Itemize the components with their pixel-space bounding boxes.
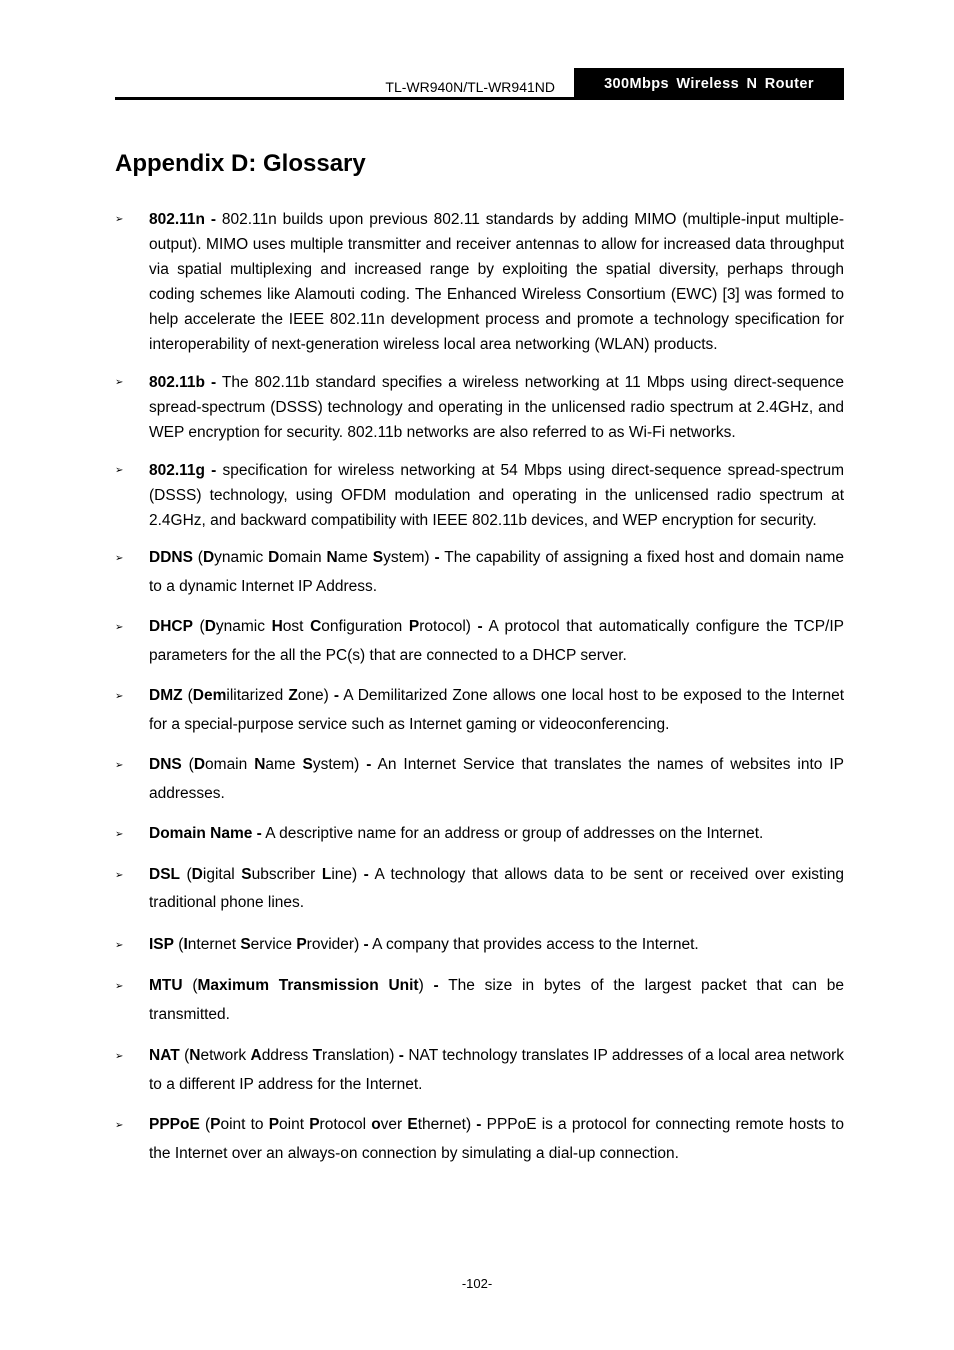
term-dash: - [333,687,340,704]
expansion-initial: N [189,1047,201,1064]
glossary-definition: The 802.11b standard specifies a wireless networking at 11 Mbps using direct-sequence spread-spectrum (DSSS) technology and operating in the unlicensed radio spectrum at 2.4GHz, and WEP encryption for security. 802.11b networks are also referred to as Wi-Fi networks. [149,374,844,441]
glossary-term: ISP [149,935,174,953]
glossary-entry-text [149,370,844,445]
expansion-rest: ystem [383,549,425,566]
glossary-entry-text: DNS (Domain Name System) - An Internet Service that translates the names of websites into IP addresses. [149,756,844,802]
term-dash: - [363,935,369,953]
glossary-entry-text [149,458,844,533]
expansion-initial: N [326,549,338,566]
header-model: TL-WR940N/TL-WR941ND [385,79,555,95]
glossary-term: Domain Name - [149,825,262,842]
glossary-entry-text: NAT (Network Address Translation) - NAT technology translates IP addresses of a local area network to a different IP address for the Internet. [149,1047,844,1093]
glossary-term: DNS [149,756,182,773]
glossary-entry [115,820,844,849]
expansion-initial: m [212,687,227,704]
bullet-icon: ➢ [115,939,124,951]
expansion-rest: oint [279,1116,310,1133]
expansion-initial: P [210,1116,221,1133]
expansion-rest: ranslation [322,1047,390,1064]
glossary-entry [115,1042,844,1099]
glossary-entry [115,458,844,533]
glossary-definition: A company that provides access to the Internet. [368,935,699,953]
page-number: -102- [461,1276,493,1291]
expansion-rest: etwork [200,1047,251,1064]
expansion-rest: ubscriber [251,865,322,883]
bullet-icon: ➢ [115,553,124,564]
glossary-definition: A technology that allows data to be sent or received over existing traditional phone lines. [149,865,845,911]
glossary-entry [115,1111,844,1168]
bullet-icon: ➢ [115,214,124,225]
glossary-definition: PPPoE is a protocol for connecting remote hosts to the Internet over an always-on connection by simulating a dial-up connection. [149,1116,844,1162]
expansion-initial: o [371,1116,381,1133]
expansion-initial: S [240,935,251,953]
glossary-term: PPPoE [149,1116,200,1133]
expansion-rest: rovider [306,935,355,953]
glossary-definition: An Internet Service that translates the names of websites into IP addresses. [149,756,844,802]
page-title: Appendix D: Glossary [115,150,366,177]
glossary-list [115,207,844,1168]
bullet-icon: ➢ [115,760,124,771]
expansion-rest: ame [337,549,373,566]
expansion-initial: S [372,549,384,566]
bullet-icon: ➢ [115,622,124,633]
glossary-definition: A descriptive name for an address or group of addresses on the Internet. [261,825,764,842]
bullet-icon: ➢ [115,465,124,476]
expansion-initial: P [309,1116,320,1133]
glossary-entry-text: DHCP (Dynamic Host Configuration Protocol) - A protocol that automatically configure the TCP/IP parameters for the all the PC(s) that are connected to a DHCP server. [149,618,844,664]
bullet-icon: ➢ [115,1051,124,1062]
expansion-initial: D [204,618,216,635]
page-header [115,68,844,100]
expansion-initial: P [296,935,307,953]
expansion-rest: nternet [187,935,241,953]
expansion-rest: ame [265,756,303,773]
glossary-term: 802.11g - [149,462,217,479]
term-dash: - [366,756,372,773]
glossary-entry-text: DMZ (Demilitarized Zone) - A Demilitarized Zone allows one local host to be exposed to the Internet for a special-purpose service such as Internet gaming or videoconferencing. [149,687,844,733]
expansion-rest: ver [380,1116,408,1133]
glossary-definition: The size in bytes of the largest packet that can be transmitted. [149,977,845,1023]
glossary-entry [115,370,844,445]
expansion-initial: D [268,549,280,566]
bullet-icon: ➢ [115,869,124,881]
expansion-rest: thernet [417,1116,466,1133]
expansion-initial: T [312,1047,323,1064]
expansion-initial: L [321,865,332,883]
glossary-entry-text [149,820,844,849]
glossary-entry [115,861,844,918]
expansion-initial: P [268,1116,280,1133]
glossary-term: MTU [149,977,183,994]
glossary-definition: 802.11n builds upon previous 802.11 standards by adding MIMO (multiple-input multiple-output). MIMO uses multiple transmitter and receiver antennas to allow for increased data throughput via spatial multiplexing and increased range by exploiting the spatial diversity, perhaps through coding schemes like Alamouti coding. The Enhanced Wireless Consortium (EWC) [3] was formed to help accelerate the IEEE 802.11n development process and promote a technology specification for interoperability of next-generation wireless local area networking (WLAN) products. [149,211,844,353]
expansion-rest: ost [282,618,311,635]
expansion-initial: D [202,549,215,566]
bullet-icon: ➢ [115,981,124,992]
glossary-term: 802.11n - [149,211,217,228]
expansion-initial: I [183,935,188,953]
term-dash: - [433,977,439,994]
term-dash: - [477,618,483,635]
expansion-initial: E [407,1116,418,1133]
expansion-rest: rotocol [419,618,466,635]
expansion-rest: rotocol [319,1116,372,1133]
expansion-rest: ystem [312,756,355,773]
glossary-definition: NAT technology translates IP addresses of a local area network to a different IP address for the Internet. [149,1047,844,1093]
glossary-definition: A Demilitarized Zone allows one local host to be exposed to the Internet for a special-purpose service such as Internet gaming or videoconferencing. [149,687,844,733]
glossary-entry [115,931,844,960]
expansion-rest: ilitarized [226,687,289,704]
glossary-entry-text: MTU (Maximum Transmission Unit) - The size in bytes of the largest packet that can be transmitted. [149,977,845,1023]
expansion-rest: ynamic [214,549,269,566]
expansion-initial: S [241,865,252,883]
expansion-initial: Z [288,687,298,704]
expansion-initial: A [250,1047,262,1064]
expansion-initial: Maximum Transmission Unit [197,977,419,994]
glossary-entry-text: PPPoE (Point to Point Protocol over Ethernet) - PPPoE is a protocol for connecting remote hosts to the Internet over an always-on connection by simulating a dial-up connection. [149,1116,844,1162]
glossary-definition: specification for wireless networking at 54 Mbps using direct-sequence spread-spectrum (DSSS) technology, using OFDM modulation and operating in the unlicensed radio spectrum at 2.4GHz, and backward compatibility with IEEE 802.11b devices, and WEP encryption for security. [149,462,844,529]
expansion-initial: D [191,865,203,883]
glossary-term: DMZ [149,687,183,704]
expansion-rest: omain [205,756,255,773]
glossary-entry [115,751,844,808]
expansion-initial: S [302,756,313,773]
glossary-entry-text: DSL (Digital Subscriber Line) - A technology that allows data to be sent or received over existing traditional phone lines. [149,865,845,911]
glossary-entry-text: DDNS (Dynamic Domain Name System) - The capability of assigning a fixed host and domain name to a dynamic Internet IP Address. [149,549,845,595]
glossary-entry-text: ISP (Internet Service Provider) - A company that provides access to the Internet. [149,935,699,953]
bullet-icon: ➢ [115,1120,124,1131]
bullet-icon: ➢ [115,377,124,388]
glossary-definition: The capability of assigning a fixed host and domain name to a dynamic Internet IP Address. [149,549,845,595]
glossary-entry [115,613,844,670]
bullet-icon: ➢ [115,691,124,702]
glossary-term: 802.11b - [149,374,217,391]
expansion-rest: igital [202,865,242,883]
bullet-icon: ➢ [115,829,124,840]
expansion-initial: P [408,618,420,635]
glossary-entry [115,682,844,739]
expansion-rest: ine [331,865,352,883]
glossary-term: DHCP [149,618,193,635]
expansion-rest: oint to [220,1116,269,1133]
term-dash: - [363,865,369,883]
glossary-entry [115,972,844,1029]
expansion-rest: onfiguration [321,618,409,635]
glossary-entry-text [149,207,844,357]
expansion-initial: De [192,687,213,704]
glossary-entry [115,544,844,601]
expansion-rest: ervice [250,935,297,953]
expansion-initial: D [193,756,206,773]
glossary-term: DSL [149,865,180,883]
expansion-initial: N [254,756,266,773]
term-dash: - [476,1116,482,1133]
glossary-term: NAT [149,1047,180,1064]
expansion-initial: C [310,618,322,635]
expansion-rest: one [297,687,324,704]
term-dash: - [398,1047,404,1064]
glossary-definition: A protocol that automatically configure the TCP/IP parameters for the all the PC(s) that are connected to a DHCP server. [149,618,844,664]
header-rule [115,97,844,100]
expansion-rest: ynamic [215,618,272,635]
glossary-entry [115,207,844,357]
expansion-rest: ddress [261,1047,313,1064]
expansion-rest: omain [279,549,327,566]
header-product-box: 300Mbps Wireless N Router [574,68,844,100]
glossary-term: DDNS [149,549,193,566]
expansion-initial: H [271,618,283,635]
term-dash: - [434,549,440,566]
